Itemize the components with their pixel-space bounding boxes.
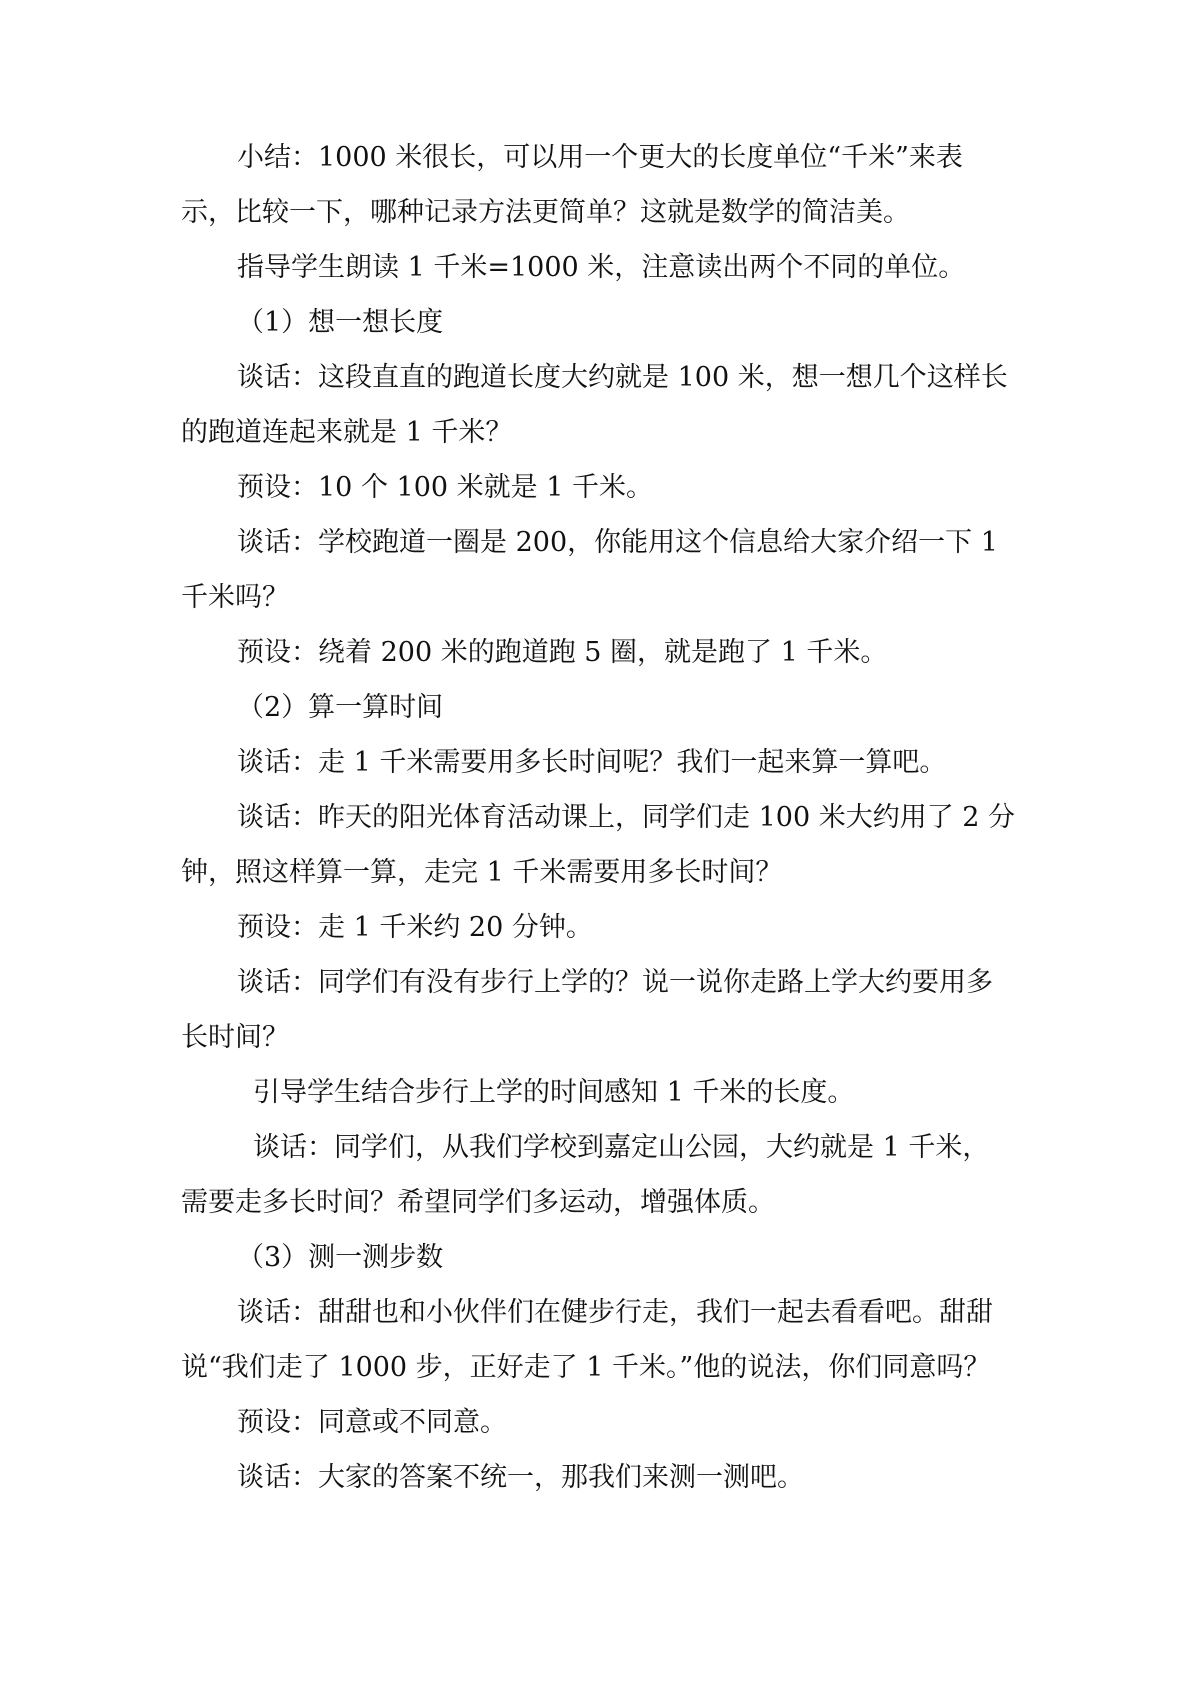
preset-paragraph-five-laps: 预设：绕着 200 米的跑道跑 5 圈，就是跑了 1 千米。 <box>237 637 888 668</box>
preset-paragraph-agree: 预设：同意或不同意。 <box>237 1407 507 1438</box>
talk-paragraph-sports-class: 谈话：昨天的阳光体育活动课上，同学们走 100 米大约用了 2 分钟，照这样算一算，走完 1 千米需要用多长时间？ <box>181 802 1016 888</box>
section-heading-steps: （3）测一测步数 <box>237 1242 444 1273</box>
section-heading-time: （2）算一算时间 <box>237 692 444 723</box>
talk-paragraph-time: 谈话：走 1 千米需要用多长时间呢？我们一起来算一算吧。 <box>237 747 947 778</box>
preset-paragraph-ten: 预设：10 个 100 米就是 1 千米。 <box>237 472 653 503</box>
preset-paragraph-twenty-minutes: 预设：走 1 千米约 20 分钟。 <box>237 912 593 943</box>
section-heading-length: （1）想一想长度 <box>237 307 444 338</box>
talk-paragraph-park: 谈话：同学们，从我们学校到嘉定山公园，大约就是 1 千米，需要走多长时间？希望同学们多运动，增强体质。 <box>181 1132 990 1218</box>
talk-paragraph-tiantian: 谈话：甜甜也和小伙伴们在健步行走，我们一起去看看吧。甜甜说“我们走了 1000 步，正好走了 1 千米。”他的说法，你们同意吗？ <box>181 1297 993 1383</box>
talk-paragraph-measure: 谈话：大家的答案不统一，那我们来测一测吧。 <box>237 1462 804 1493</box>
talk-paragraph-walk-to-school: 谈话：同学们有没有步行上学的？说一说你走路上学大约要用多长时间？ <box>181 967 993 1053</box>
guide-paragraph-perception: 引导学生结合步行上学的时间感知 1 千米的长度。 <box>253 1077 855 1108</box>
summary-paragraph: 小结：1000 米很长，可以用一个更大的长度单位“千米”来表示，比较一下，哪种记录方法更简单？这就是数学的简洁美。 <box>181 142 963 228</box>
talk-paragraph-track: 谈话：这段直直的跑道长度大约就是 100 米，想一想几个这样长的跑道连起来就是 1 千米？ <box>181 362 1008 448</box>
reading-guidance-paragraph: 指导学生朗读 1 千米=1000 米，注意读出两个不同的单位。 <box>237 252 966 283</box>
talk-paragraph-school-track: 谈话：学校跑道一圈是 200，你能用这个信息给大家介绍一下 1 千米吗？ <box>181 527 998 613</box>
